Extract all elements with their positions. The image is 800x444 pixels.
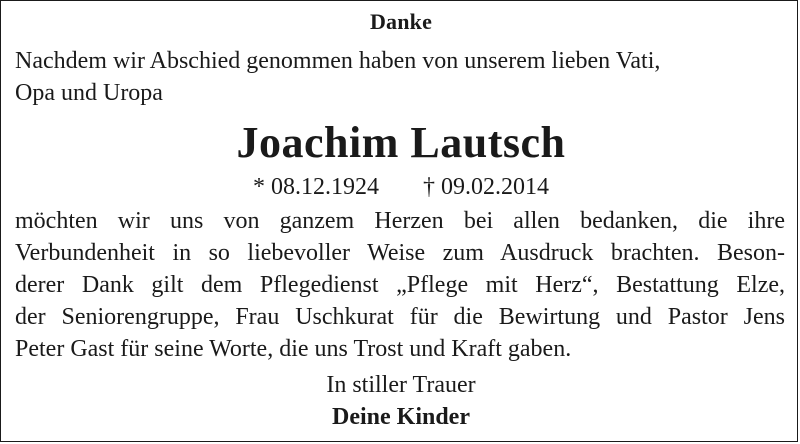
paragraph-line: Verbundenheit in so liebevoller Weise zum Ausdruck brachten. Beson- [15,240,785,266]
intro-line: Opa und Uropa [15,80,163,106]
deceased-name: Joachim Lautsch [236,118,566,167]
intro-line: Nachdem wir Abschied genommen haben von unserem lieben Vati, [15,48,661,74]
notice-heading: Danke [369,9,433,34]
intro-paragraph [15,45,785,109]
death-date: † 09.02.2014 [423,174,549,200]
life-dates [1,171,800,203]
paragraph-line: derer Dank gilt dem Pflegedienst „Pflege mit Herz“, Bestattung Elze, [15,272,785,298]
closing-phrase: In stiller Trauer [326,372,476,398]
paragraph-line: möchten wir uns von ganzem Herzen bei allen bedanken, die ihre [15,208,785,234]
paragraph-line: der Seniorengruppe, Frau Uschkurat für die Bewirtung und Pastor Jens [15,304,785,330]
thanks-paragraph [15,205,785,365]
birth-date: * 08.12.1924 [253,174,379,200]
paragraph-line: Peter Gast für seine Worte, die uns Trost und Kraft gaben. [15,336,572,362]
signature: Deine Kinder [332,404,470,430]
